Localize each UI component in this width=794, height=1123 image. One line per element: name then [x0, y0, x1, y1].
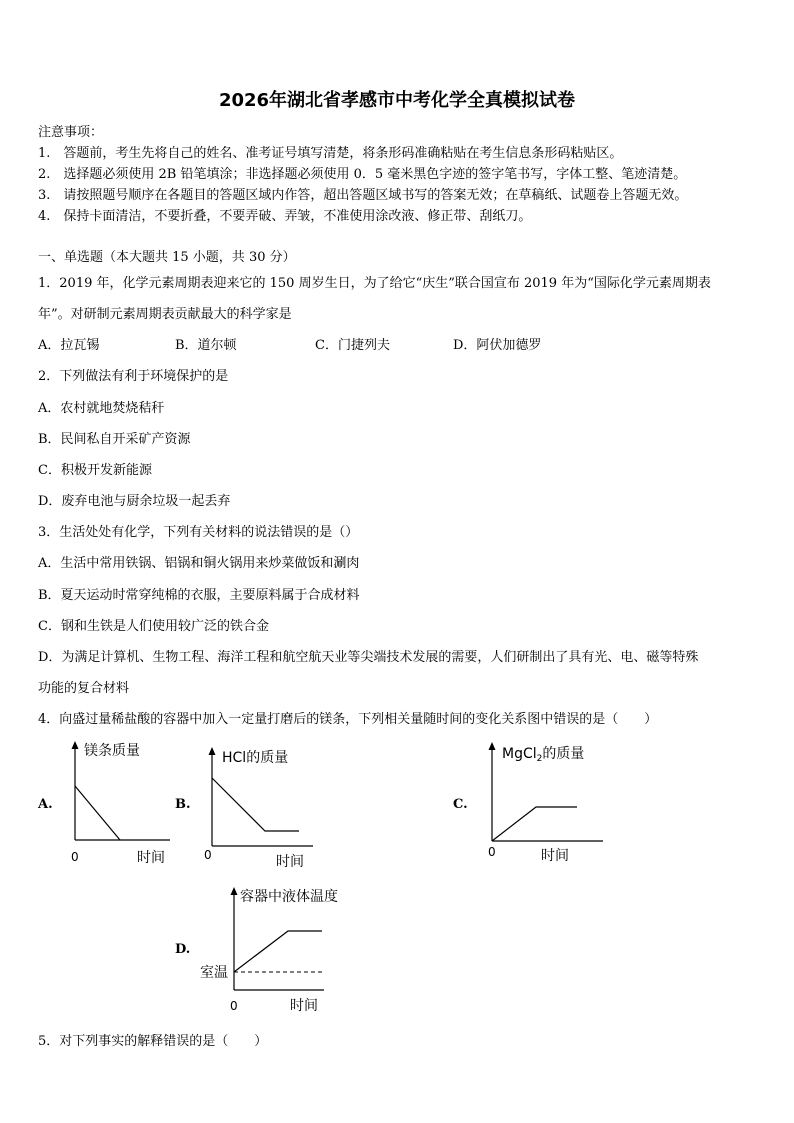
q1-option-c: C．门捷列夫: [315, 338, 390, 353]
q4-graph-a-origin: 0: [71, 850, 79, 864]
q4-graph-b-letter: B.: [175, 797, 191, 812]
q4-graph-d-letter: D.: [175, 942, 191, 957]
q4-graph-a-xlabel: 时间: [137, 850, 165, 866]
notice-item-1: 1. 答题前，考生先将自己的姓名、准考证号填写清楚，将条形码准确粘贴在考生信息条形码粘贴区。: [38, 146, 623, 161]
page-title: 2026年湖北省孝感市中考化学全真模拟试卷: [218, 90, 576, 111]
q3-stem: 3．生活处处有化学，下列有关材料的说法错误的是（）: [38, 525, 359, 540]
q4-graph-d-origin: 0: [230, 999, 238, 1013]
q4-graph-c-ylabel: MgCl$_2$的质量: [502, 746, 585, 764]
q4-graph-d-ref: 室温: [200, 965, 228, 981]
q4-graph-a: [60, 738, 180, 870]
q4-graph-c-xlabel: 时间: [541, 848, 569, 864]
q4-graph-c-origin: 0: [488, 845, 496, 859]
q2-stem: 2．下列做法有利于环境保护的是: [38, 369, 229, 384]
notice-heading: 注意事项：: [38, 125, 104, 140]
q1-option-b: B．道尔顿: [175, 338, 237, 353]
q4-graph-d-ylabel: 容器中液体温度: [240, 889, 338, 905]
q1-option-a: A．拉瓦锡: [38, 338, 100, 353]
q1-stem-line2: 年”。对研制元素周期表贡献最大的科学家是: [38, 307, 292, 322]
q3-option-a: A．生活中常用铁锅、铝锅和铜火锅用来炒菜做饭和涮肉: [38, 556, 360, 571]
q4-graph-c: [478, 738, 608, 868]
q4-graph-b-xlabel: 时间: [276, 854, 304, 870]
q4-graph-a-letter: A.: [38, 797, 53, 812]
q5-stem: 5．对下列事实的解释错误的是（ ）: [38, 1034, 268, 1049]
notice-item-2: 2. 选择题必须使用 2B 铅笔填涂；非选择题必须使用 0．5 毫米黑色字迹的签字笔书写，字体工整、笔迹清楚。: [38, 167, 687, 182]
q3-option-d-line1: D．为满足计算机、生物工程、海洋工程和航空航天业等尖端技术发展的需要，人们研制出了具有光、电、磁等特殊: [38, 650, 699, 665]
q4-graph-d: [196, 882, 356, 1016]
q4-graph-b-ylabel: HCl的质量: [222, 750, 289, 766]
q4-graph-b-origin: 0: [204, 848, 212, 862]
q3-option-d-line2: 功能的复合材料: [38, 681, 130, 696]
q3-option-c: C．钢和生铁是人们使用较广泛的铁合金: [38, 619, 269, 634]
q2-option-a: A．农村就地焚烧秸秆: [38, 401, 165, 416]
q2-option-c: C．积极开发新能源: [38, 463, 152, 478]
q3-option-b: B．夏天运动时常穿纯棉的衣服，主要原料属于合成材料: [38, 588, 360, 603]
q1-option-d: D．阿伏加德罗: [453, 338, 542, 353]
notice-item-3: 3. 请按照题号顺序在各题目的答题区域内作答，超出答题区域书写的答案无效；在草稿纸、试题卷上答题无效。: [38, 188, 688, 203]
q4-stem: 4．向盛过量稀盐酸的容器中加入一定量打磨后的镁条，下列相关量随时间的变化关系图中错误的是（ ）: [38, 712, 658, 727]
q4-graph-c-letter: C.: [453, 797, 468, 812]
q4-graph-a-ylabel: 镁条质量: [84, 743, 140, 759]
q2-option-b: B．民间私自开采矿产资源: [38, 432, 191, 447]
q2-option-d: D．废弃电池与厨余垃圾一起丢弃: [38, 494, 231, 509]
q1-stem-line1: 1．2019 年，化学元素周期表迎来它的 150 周岁生日，为了给它“庆生”联合国宣布 2019 年为“国际化学元素周期表: [38, 276, 711, 291]
q4-graph-b: [198, 743, 318, 873]
q4-graph-d-xlabel: 时间: [290, 998, 318, 1014]
notice-item-4: 4. 保持卡面清洁，不要折叠，不要弄破、弄皱，不准使用涂改液、修正带、刮纸刀。: [38, 209, 532, 224]
section-heading: 一、单选题（本大题共 15 小题，共 30 分）: [38, 250, 296, 265]
